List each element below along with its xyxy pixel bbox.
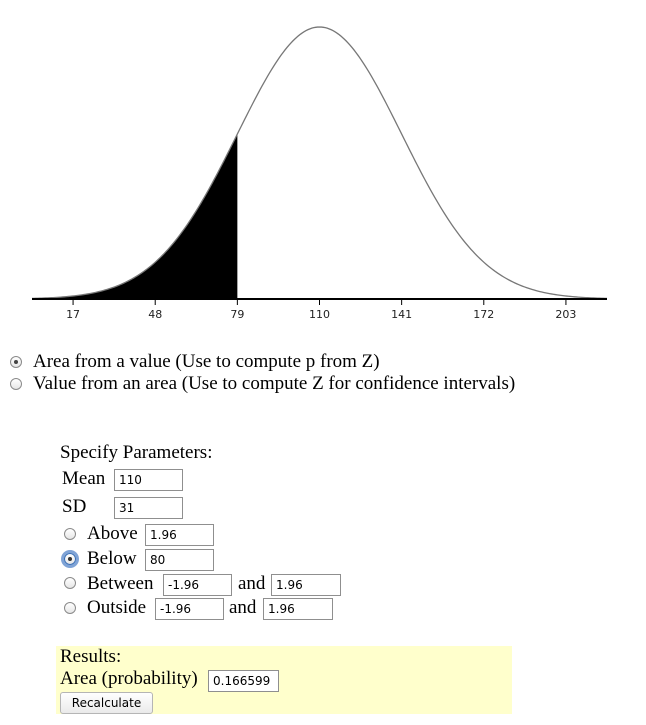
outside-and-label: and	[229, 597, 257, 618]
mean-label: Mean	[62, 468, 106, 489]
results-heading: Results:	[60, 646, 122, 667]
normal-curve-chart	[0, 0, 646, 330]
shaded-area-region	[32, 134, 237, 299]
x-tick-label: 172	[473, 308, 495, 321]
between-radio[interactable]	[64, 577, 76, 589]
specify-parameters-heading: Specify Parameters:	[60, 442, 213, 463]
mean-input[interactable]: 110	[114, 469, 183, 491]
x-tick-label: 17	[66, 308, 81, 321]
mode-option-area-from-value[interactable]	[10, 352, 380, 372]
x-tick-label: 48	[148, 308, 163, 321]
between-low-input[interactable]: -1.96	[163, 574, 232, 596]
between-and-label: and	[238, 573, 266, 594]
area-probability-output[interactable]: 0.166599	[208, 670, 279, 692]
x-tick-label: 79	[230, 308, 245, 321]
below-radio[interactable]	[64, 553, 76, 565]
x-tick-label: 110	[309, 308, 330, 321]
x-tick-label: 141	[391, 308, 413, 321]
normal-curve-line	[32, 27, 607, 298]
outside-low-input[interactable]: -1.96	[155, 598, 224, 620]
above-label: Above	[87, 523, 138, 544]
value-from-area-radio[interactable]	[10, 378, 22, 390]
mode-option-value-from-area[interactable]	[10, 374, 515, 394]
area-probability-label: Area (probability)	[60, 668, 198, 689]
below-label: Below	[87, 548, 137, 569]
area-from-value-radio[interactable]	[10, 356, 22, 368]
value-from-area-label: Value from an area (Use to compute Z for confidence intervals)	[33, 373, 516, 394]
sd-label: SD	[62, 496, 87, 517]
outside-radio[interactable]	[64, 602, 76, 614]
sd-input[interactable]: 31	[114, 497, 183, 519]
above-radio[interactable]	[64, 528, 76, 540]
below-input[interactable]: 80	[145, 549, 214, 571]
above-input[interactable]: 1.96	[145, 524, 214, 546]
between-label: Between	[87, 573, 154, 594]
between-high-input[interactable]: 1.96	[271, 574, 341, 596]
recalculate-button[interactable]: Recalculate	[60, 692, 153, 714]
outside-label: Outside	[87, 597, 147, 618]
outside-high-input[interactable]: 1.96	[263, 598, 333, 620]
x-axis-ticks	[66, 299, 576, 321]
area-from-value-label: Area from a value (Use to compute p from Z)	[33, 351, 380, 372]
x-tick-label: 203	[555, 308, 577, 321]
